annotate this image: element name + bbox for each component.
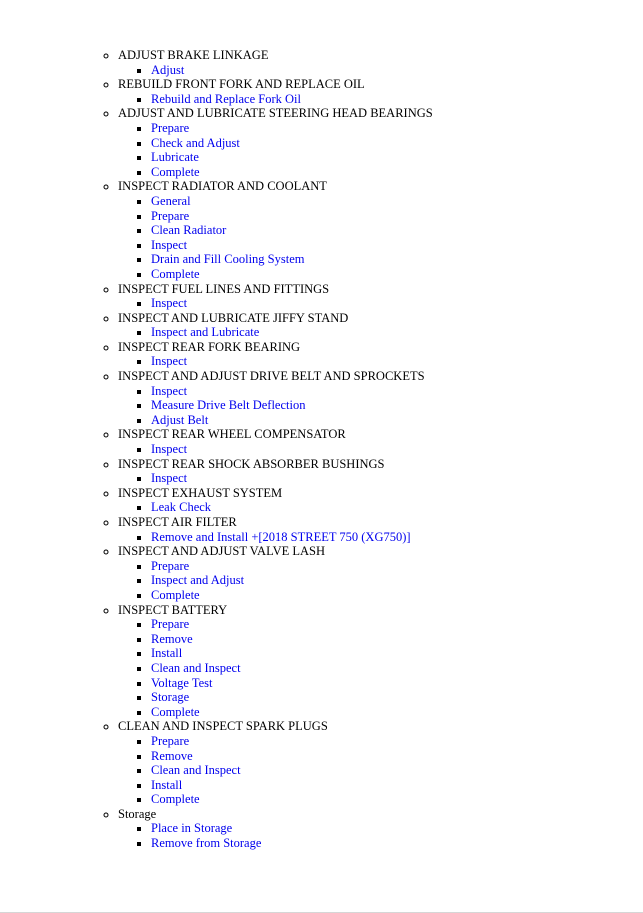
- subsection-item: [151, 442, 433, 457]
- subsection-item: [151, 252, 433, 267]
- subsection-list: [118, 442, 433, 457]
- subsection-item: [151, 471, 433, 486]
- subsection-list: [118, 325, 433, 340]
- section-item: [118, 106, 433, 179]
- subsection-link[interactable]: Drain and Fill Cooling System: [151, 252, 305, 267]
- section-item: [118, 807, 433, 851]
- subsection-link[interactable]: Complete: [151, 266, 200, 281]
- subsection-list: [118, 121, 433, 179]
- subsection-list: [118, 734, 433, 807]
- section-item: [118, 457, 433, 486]
- section-title: INSPECT AIR FILTER: [118, 515, 237, 529]
- table-of-contents: [0, 48, 433, 851]
- subsection-link[interactable]: Place in Storage: [151, 821, 233, 836]
- section-item: [118, 77, 433, 106]
- subsection-link[interactable]: Inspect: [151, 296, 188, 311]
- subsection-item: [151, 530, 433, 545]
- section-item: [118, 282, 433, 311]
- subsection-item: [151, 384, 433, 399]
- subsection-item: [151, 763, 433, 778]
- subsection-item: [151, 573, 433, 588]
- section-item: [118, 48, 433, 77]
- subsection-item: [151, 559, 433, 574]
- section-item: [118, 544, 433, 602]
- subsection-link[interactable]: Measure Drive Belt Deflection: [151, 398, 306, 413]
- subsection-link[interactable]: Prepare: [151, 558, 190, 573]
- section-item: [118, 179, 433, 281]
- subsection-link[interactable]: Lubricate: [151, 150, 199, 165]
- subsection-item: [151, 778, 433, 793]
- subsection-link[interactable]: Complete: [151, 164, 200, 179]
- subsection-link[interactable]: Inspect: [151, 471, 188, 486]
- subsection-link[interactable]: Inspect: [151, 354, 188, 369]
- subsection-link[interactable]: Prepare: [151, 733, 190, 748]
- subsection-item: [151, 646, 433, 661]
- section-item: [118, 427, 433, 456]
- subsection-item: [151, 136, 433, 151]
- subsection-item: [151, 92, 433, 107]
- subsection-link[interactable]: Clean Radiator: [151, 223, 227, 238]
- subsection-link[interactable]: Storage: [151, 690, 190, 705]
- section-title: ADJUST BRAKE LINKAGE: [118, 48, 269, 62]
- section-item: [118, 340, 433, 369]
- section-title: INSPECT RADIATOR AND COOLANT: [118, 179, 327, 194]
- subsection-link[interactable]: Install: [151, 646, 183, 661]
- subsection-item: [151, 821, 433, 836]
- section-title: REBUILD FRONT FORK AND REPLACE OIL: [118, 77, 365, 92]
- subsection-link[interactable]: Adjust: [151, 62, 185, 77]
- subsection-link[interactable]: Remove and Install +[2018 STREET 750 (XG750)]: [151, 529, 411, 544]
- subsection-item: [151, 325, 433, 340]
- subsection-link[interactable]: Prepare: [151, 617, 190, 632]
- section-title: INSPECT REAR SHOCK ABSORBER BUSHINGS: [118, 456, 385, 471]
- subsection-item: [151, 267, 433, 282]
- section-title: INSPECT BATTERY: [118, 602, 228, 617]
- subsection-link[interactable]: Complete: [151, 704, 200, 719]
- section-title: INSPECT AND ADJUST VALVE LASH: [118, 544, 325, 559]
- subsection-list: [118, 194, 433, 282]
- subsection-link[interactable]: Complete: [151, 792, 200, 807]
- subsection-list: [118, 92, 433, 107]
- subsection-item: [151, 734, 433, 749]
- section-title: INSPECT FUEL LINES AND FITTINGS: [118, 281, 330, 296]
- subsection-item: [151, 690, 433, 705]
- subsection-item: [151, 792, 433, 807]
- section-title: Storage: [118, 806, 157, 821]
- section-item: [118, 603, 433, 720]
- section-item: [118, 311, 433, 340]
- subsection-list: [118, 530, 433, 545]
- subsection-list: [118, 471, 433, 486]
- subsection-item: [151, 194, 433, 209]
- subsection-list: [118, 384, 433, 428]
- subsection-list: [118, 354, 433, 369]
- subsection-item: [151, 836, 433, 851]
- subsection-link[interactable]: Remove: [151, 748, 193, 763]
- subsection-link[interactable]: Inspect: [151, 383, 188, 398]
- subsection-list: [118, 821, 433, 850]
- section-title: CLEAN AND INSPECT SPARK PLUGS: [118, 719, 328, 734]
- subsection-link[interactable]: Remove: [151, 631, 193, 646]
- subsection-link[interactable]: Inspect: [151, 237, 188, 252]
- subsection-link[interactable]: Install: [151, 777, 183, 792]
- subsection-link[interactable]: Check and Adjust: [151, 135, 240, 150]
- subsection-item: [151, 398, 433, 413]
- subsection-item: [151, 661, 433, 676]
- subsection-link[interactable]: Inspect and Adjust: [151, 573, 245, 588]
- subsection-link[interactable]: Clean and Inspect: [151, 763, 241, 778]
- section-title: INSPECT REAR WHEEL COMPENSATOR: [118, 427, 346, 442]
- section-item: [118, 369, 433, 427]
- subsection-link[interactable]: Rebuild and Replace Fork Oil: [151, 91, 301, 106]
- subsection-link[interactable]: Clean and Inspect: [151, 660, 241, 675]
- subsection-link[interactable]: Adjust Belt: [151, 412, 209, 427]
- subsection-item: [151, 354, 433, 369]
- subsection-item: [151, 676, 433, 691]
- section-item: [118, 719, 433, 807]
- subsection-list: [118, 559, 433, 603]
- subsection-list: [118, 63, 433, 78]
- subsection-item: [151, 150, 433, 165]
- subsection-item: [151, 165, 433, 180]
- section-title: INSPECT AND LUBRICATE JIFFY STAND: [118, 310, 349, 325]
- subsection-list: [118, 500, 433, 515]
- subsection-link[interactable]: Inspect: [151, 442, 188, 457]
- section-title: INSPECT AND ADJUST DRIVE BELT AND SPROCKETS: [118, 369, 425, 384]
- subsection-item: [151, 413, 433, 428]
- subsection-item: [151, 238, 433, 253]
- subsection-link[interactable]: Prepare: [151, 208, 190, 223]
- subsection-item: [151, 632, 433, 647]
- section-item: [118, 515, 433, 544]
- section-title: INSPECT EXHAUST SYSTEM: [118, 485, 283, 500]
- section-title: ADJUST AND LUBRICATE STEERING HEAD BEARINGS: [118, 106, 433, 121]
- subsection-item: [151, 588, 433, 603]
- subsection-item: [151, 500, 433, 515]
- subsection-item: [151, 617, 433, 632]
- subsection-link[interactable]: Complete: [151, 587, 200, 602]
- subsection-link[interactable]: Remove from Storage: [151, 836, 262, 851]
- subsection-item: [151, 223, 433, 238]
- subsection-link[interactable]: General: [151, 193, 191, 208]
- subsection-item: [151, 296, 433, 311]
- subsection-item: [151, 63, 433, 78]
- subsection-link[interactable]: Inspect and Lubricate: [151, 325, 260, 340]
- subsection-list: [118, 617, 433, 719]
- section-item: [118, 486, 433, 515]
- subsection-item: [151, 749, 433, 764]
- subsection-item: [151, 209, 433, 224]
- subsection-link[interactable]: Prepare: [151, 120, 190, 135]
- subsection-link[interactable]: Voltage Test: [151, 675, 213, 690]
- subsection-link[interactable]: Leak Check: [151, 500, 212, 515]
- subsection-list: [118, 296, 433, 311]
- subsection-item: [151, 121, 433, 136]
- section-title: INSPECT REAR FORK BEARING: [118, 339, 301, 354]
- subsection-item: [151, 705, 433, 720]
